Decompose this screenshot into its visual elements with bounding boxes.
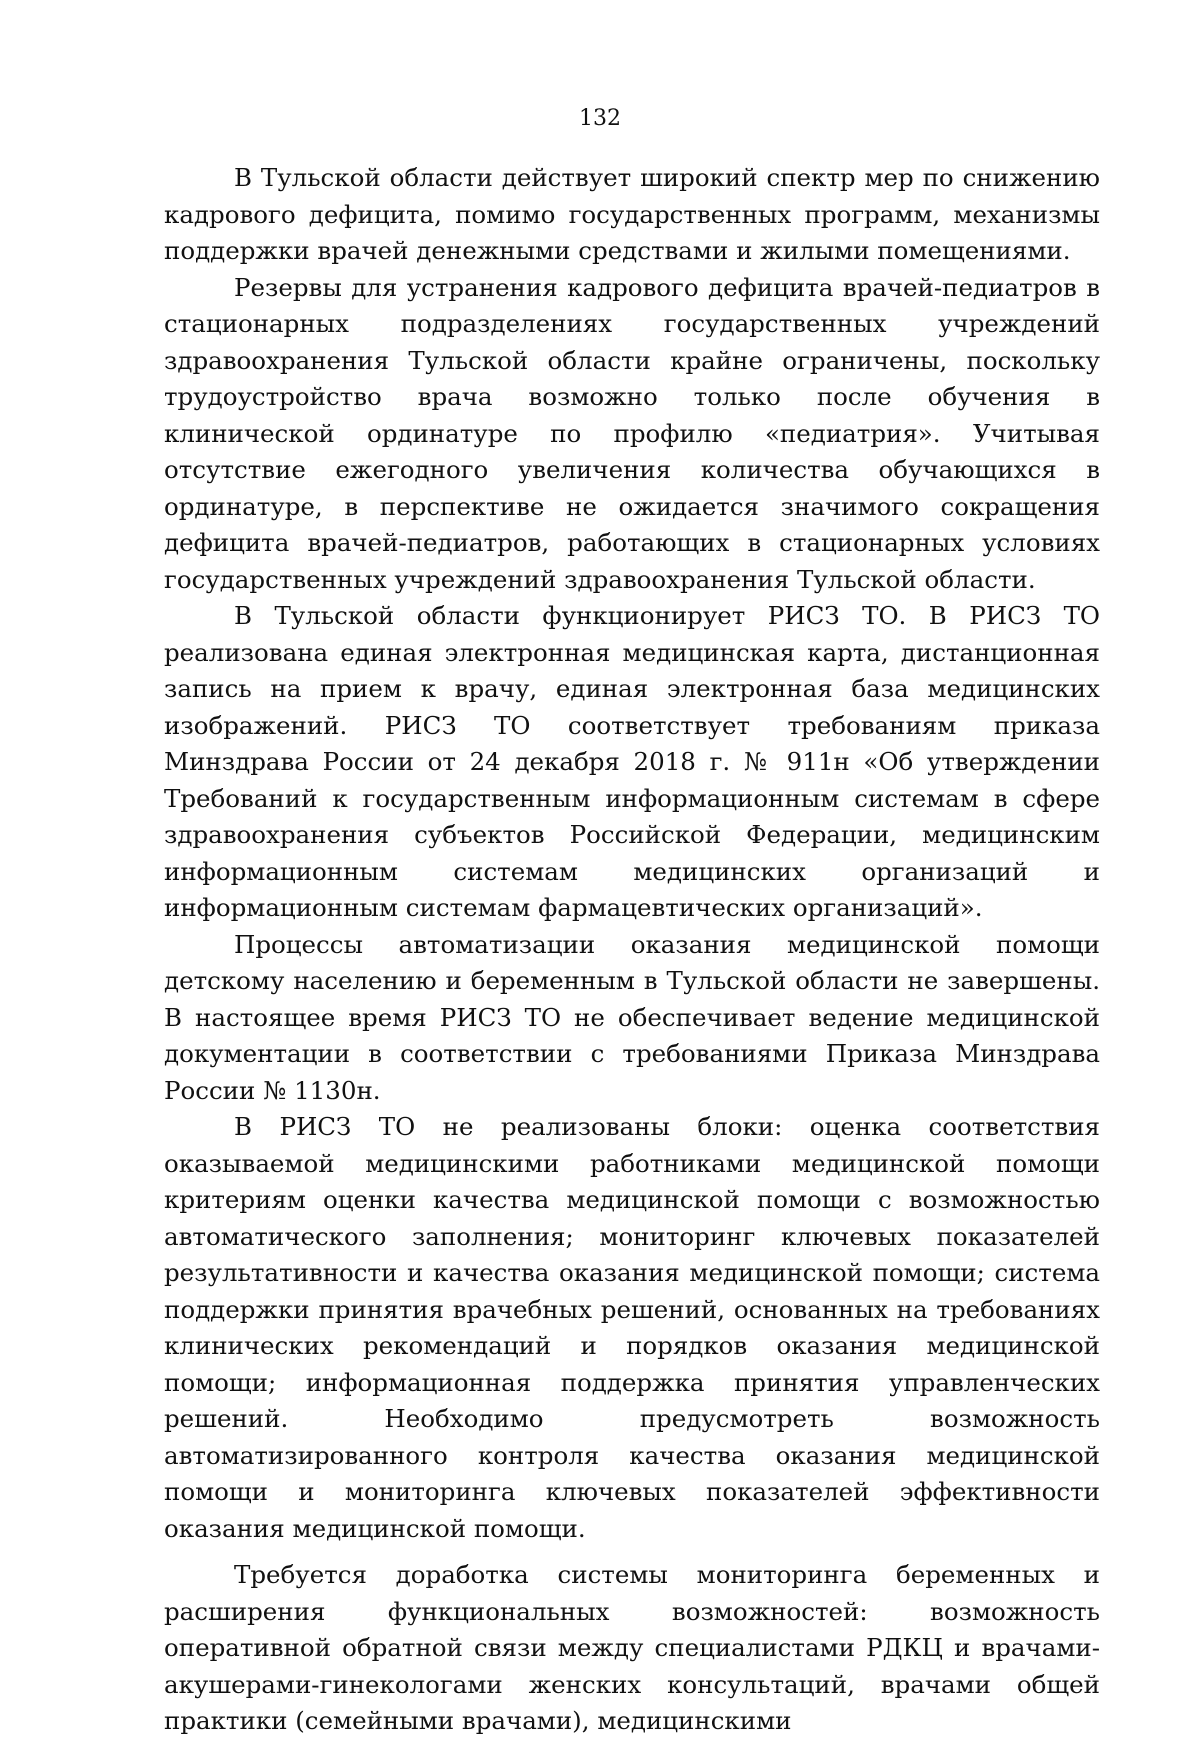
page-number: 132	[579, 106, 621, 131]
paragraph-staff-deficit-measures: В Тульской области действует широкий спектр мер по снижению кадрового дефицита, помимо государственных программ, механизмы поддержки врачей денежными средствами и жилыми помещениями.	[164, 163, 1100, 265]
paragraph-missing-blocks: В РИСЗ ТО не реализованы блоки: оценка соответствия оказываемой медицинскими работниками медицинской помощи критериям оценки качества медицинской помощи с возможностью автоматического заполнения; мониторинг ключевых показателей результативности и качества оказания медицинской помощи; система поддержки принятия врачебных решений, основанных на требованиях клинических рекомендаций и порядков оказания медицинской помощи; информационная поддержка принятия управленческих решений. Необходимо предусмотреть возможность автоматизированного контроля качества оказания медицинской помощи и мониторинга ключевых показателей эффективности оказания медицинской помощи.	[164, 1112, 1100, 1543]
paragraph-automation-status: Процессы автоматизации оказания медицинской помощи детскому населению и беременным в Тульской области не завершены. В настоящее время РИСЗ ТО не обеспечивает ведение медицинской документации в соответствии с требованиями Приказа Минздрава России № 1130н.	[164, 929, 1100, 1105]
paragraph-monitoring-improvement: Требуется доработка системы мониторинга беременных и расширения функциональных возможностей: возможность оперативной обратной связи между специалистами РДКЦ и врачами-акушерами-гинекологами женских консультаций, врачами общей практики (семейными врачами), медицинскими	[164, 1560, 1100, 1735]
document-body	[164, 160, 1100, 1740]
paragraph-pediatrician-reserves: Резервы для устранения кадрового дефицита врачей-педиатров в стационарных подразделениях государственных учреждений здравоохранения Тульской области крайне ограничены, поскольку трудоустройство врача возможно только после обучения в клинической ординатуре по профилю «педиатрия». Учитывая отсутствие ежегодного увеличения количества обучающихся в ординатуре, в перспективе не ожидается значимого сокращения дефицита врачей-педиатров, работающих в стационарных условиях государственных учреждений здравоохранения Тульской области.	[164, 272, 1100, 594]
paragraph-risz-functions: В Тульской области функционирует РИСЗ ТО. В РИСЗ ТО реализована единая электронная медицинская карта, дистанционная запись на прием к врачу, единая электронная база медицинских изображений. РИСЗ ТО соответствует требованиям приказа Минздрава России от 24 декабря 2018 г. № 911н «Об утверждении Требований к государственным информационным системам в сфере здравоохранения субъектов Российской Федерации, медицинским информационным системам медицинских организаций и информационным системам фармацевтических организаций».	[164, 601, 1100, 922]
